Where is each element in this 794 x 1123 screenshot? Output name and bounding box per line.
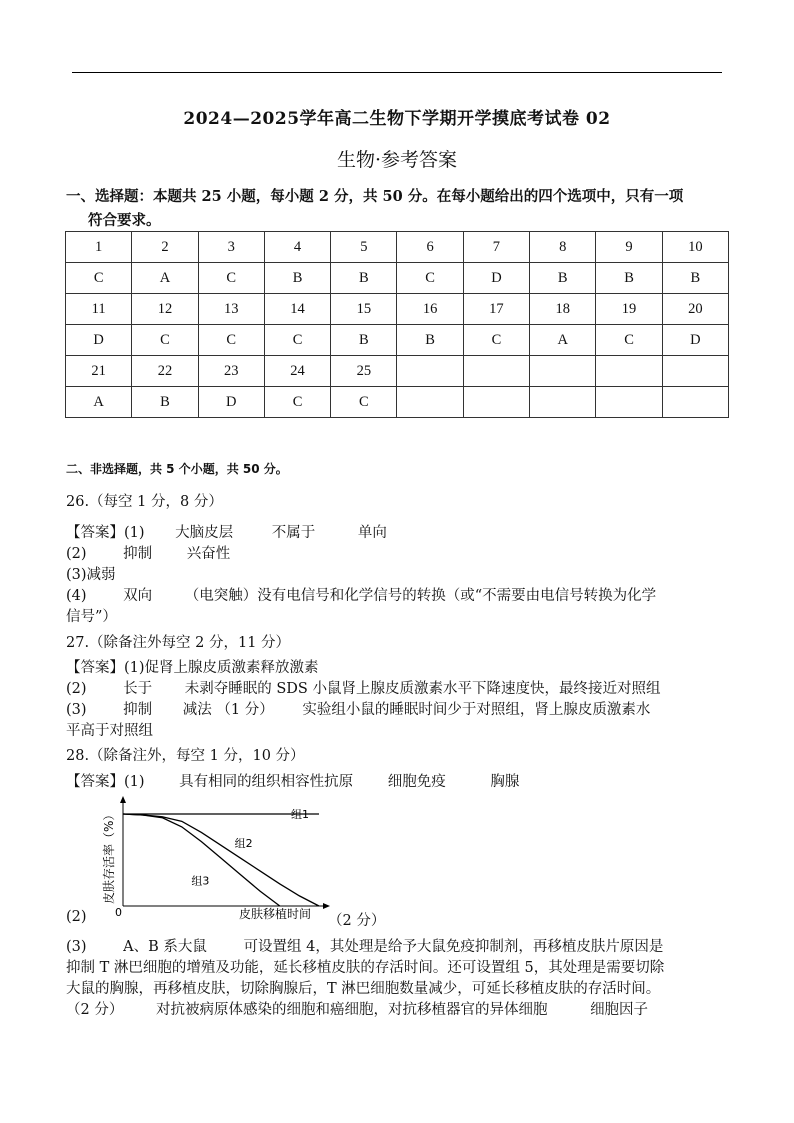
answer-table-cell bbox=[397, 387, 463, 418]
answer-table-cell: 21 bbox=[66, 356, 132, 387]
q26-line3: (3)减弱 bbox=[66, 567, 116, 583]
answer-table-cell: 16 bbox=[397, 294, 463, 325]
answer-table-cell: 11 bbox=[66, 294, 132, 325]
q28-l3-e: （2 分） bbox=[66, 1002, 124, 1018]
answer-table-cell: 2 bbox=[132, 232, 198, 263]
answer-table-cell: C bbox=[331, 387, 397, 418]
answer-table-cell: C bbox=[198, 325, 264, 356]
q27-a5: 实验组小鼠的睡眠时间少于对照组，肾上腺皮质激素水 bbox=[302, 702, 651, 718]
q28-a1: 具有相同的组织相容性抗原 bbox=[179, 774, 354, 790]
answer-table-cell: D bbox=[463, 263, 529, 294]
answer-table-cell: 17 bbox=[463, 294, 529, 325]
answer-table-cell: B bbox=[662, 263, 728, 294]
q27-header: 27.（除备注外每空 2 分，11 分） bbox=[66, 635, 291, 651]
q27-l2-num: (2) bbox=[66, 681, 87, 697]
q26-a6: 双向 bbox=[123, 588, 153, 604]
q26-answer-label: 【答案】(1) bbox=[66, 525, 145, 541]
page-subtitle: 生物·参考答案 bbox=[336, 149, 458, 171]
answer-table-cell bbox=[463, 387, 529, 418]
answer-table-cell bbox=[596, 356, 662, 387]
answer-table-cell bbox=[662, 356, 728, 387]
answer-table-cell: 20 bbox=[662, 294, 728, 325]
answer-table-row bbox=[66, 356, 729, 387]
answer-table-cell: D bbox=[662, 325, 728, 356]
answer-table-cell: A bbox=[66, 387, 132, 418]
top-rule bbox=[72, 72, 722, 73]
answer-table-cell: A bbox=[530, 325, 596, 356]
answer-table-cell: 7 bbox=[463, 232, 529, 263]
y-axis-arrow bbox=[120, 796, 126, 803]
answer-table-row bbox=[66, 263, 729, 294]
answer-table-cell: B bbox=[331, 263, 397, 294]
q28-answer-label: 【答案】(1) bbox=[66, 774, 145, 790]
answer-table-row bbox=[66, 325, 729, 356]
answer-table-cell: 4 bbox=[264, 232, 330, 263]
q28-line3 bbox=[66, 935, 663, 956]
answer-table-row bbox=[66, 294, 729, 325]
q27-a1: 长于 bbox=[123, 681, 153, 697]
q26-l2-num: (2) bbox=[66, 546, 87, 562]
answer-table-cell: 15 bbox=[331, 294, 397, 325]
answer-table-cell: 5 bbox=[331, 232, 397, 263]
answer-table-cell: 14 bbox=[264, 294, 330, 325]
answer-table-cell: A bbox=[132, 263, 198, 294]
q27-line1: 【答案】(1)促肾上腺皮质激素释放激素 bbox=[66, 660, 319, 676]
section1-line1: 一、选择题：本题共 25 小题，每小题 2 分，共 50 分。在每小题给出的四个选项中，只有一项 bbox=[66, 188, 684, 205]
q28-l3-f: 对抗被病原体感染的细胞和癌细胞，对抗移植器官的异体细胞 bbox=[155, 1002, 548, 1018]
q27-line2 bbox=[66, 677, 660, 698]
section1-line2: 符合要求。 bbox=[88, 212, 161, 229]
series-line-3 bbox=[123, 814, 280, 906]
q26-a3: 单向 bbox=[357, 525, 387, 541]
q27-a2: 未剥夺睡眠的 SDS 小鼠肾上腺皮质激素水平下降速度快，最终接近对照组 bbox=[184, 681, 661, 697]
answer-table-cell bbox=[397, 356, 463, 387]
q26-line2 bbox=[66, 542, 230, 563]
q28-line5: 大鼠的胸腺，再移植皮肤，切除胸腺后，T 淋巴细胞数量减少，可延长移植皮肤的存活时间。 bbox=[66, 981, 661, 997]
q28-line1 bbox=[66, 770, 519, 791]
answer-table-cell: C bbox=[264, 325, 330, 356]
answer-table bbox=[65, 231, 729, 418]
answer-table-cell bbox=[662, 387, 728, 418]
q28-l3-num: (3) bbox=[66, 939, 87, 955]
answer-table-cell: 13 bbox=[198, 294, 264, 325]
page-title: 2024—2025学年高二生物下学期开学摸底考试卷 02 bbox=[183, 109, 611, 129]
q28-a2: 细胞免疫 bbox=[387, 774, 446, 790]
answer-table-cell: B bbox=[132, 387, 198, 418]
q27-line3-cont: 平高于对照组 bbox=[66, 723, 153, 739]
series-label-1: 组1 bbox=[291, 808, 309, 821]
answer-table-cell bbox=[596, 387, 662, 418]
answer-table-cell: 12 bbox=[132, 294, 198, 325]
series-line-2 bbox=[123, 814, 319, 906]
q28-l3-a: A、B 系大鼠 bbox=[123, 939, 207, 955]
answer-table-cell: D bbox=[198, 387, 264, 418]
q27-a4: 减法 （1 分） bbox=[182, 702, 274, 718]
answer-table-cell: 22 bbox=[132, 356, 198, 387]
answer-table-cell: B bbox=[331, 325, 397, 356]
answer-table-cell: 8 bbox=[530, 232, 596, 263]
answer-table-cell: B bbox=[596, 263, 662, 294]
q26-a7: （电突触）没有电信号和化学信号的转换（或“不需要由电信号转换为化学 bbox=[184, 588, 657, 604]
q28-a3: 胸腺 bbox=[490, 774, 520, 790]
y-axis-label: 皮肤存活率（%） bbox=[102, 808, 116, 904]
answer-table-cell: C bbox=[596, 325, 662, 356]
q26-line4 bbox=[66, 584, 656, 605]
answer-table-cell: 24 bbox=[264, 356, 330, 387]
answer-table-cell: D bbox=[66, 325, 132, 356]
origin-label: 0 bbox=[115, 906, 122, 919]
x-axis-label: 皮肤移植时间 bbox=[239, 907, 312, 921]
section2-heading: 二、非选择题，共 5 个小题，共 50 分。 bbox=[66, 462, 288, 476]
answer-table-cell bbox=[530, 356, 596, 387]
answer-table-row bbox=[66, 232, 729, 263]
q26-line4-cont: 信号”） bbox=[66, 609, 117, 625]
q27-l3-num: (3) bbox=[66, 702, 87, 718]
answer-table-cell: 9 bbox=[596, 232, 662, 263]
answer-table-cell: 23 bbox=[198, 356, 264, 387]
answer-table-cell: B bbox=[397, 325, 463, 356]
q28-l2-num: (2) bbox=[66, 909, 87, 925]
answer-table-cell: 3 bbox=[198, 232, 264, 263]
answer-table-cell: C bbox=[198, 263, 264, 294]
q26-l4-num: (4) bbox=[66, 588, 87, 604]
answer-table-row bbox=[66, 387, 729, 418]
q26-header: 26.（每空 1 分，8 分） bbox=[66, 494, 223, 510]
q28-l3-g: 细胞因子 bbox=[590, 1002, 649, 1018]
q26-a2: 不属于 bbox=[271, 525, 316, 541]
q26-a1: 大脑皮层 bbox=[175, 525, 234, 541]
answer-table-cell: 25 bbox=[331, 356, 397, 387]
q26-line1 bbox=[66, 521, 387, 542]
answer-table-cell: B bbox=[530, 263, 596, 294]
q28-header: 28.（除备注外，每空 1 分，10 分） bbox=[66, 748, 305, 764]
answer-table-cell: 18 bbox=[530, 294, 596, 325]
answer-table-cell: 19 bbox=[596, 294, 662, 325]
q28-line4: 抑制 T 淋巴细胞的增殖及功能，延长移植皮肤的存活时间。还可设置组 5，其处理是需要切除 bbox=[66, 960, 665, 976]
answer-table-cell: C bbox=[132, 325, 198, 356]
answer-table-cell: 6 bbox=[397, 232, 463, 263]
answer-table-cell: 1 bbox=[66, 232, 132, 263]
answer-table-cell: C bbox=[66, 263, 132, 294]
q26-a5: 兴奋性 bbox=[186, 546, 231, 562]
answer-table-cell: 10 bbox=[662, 232, 728, 263]
series-label-3: 组3 bbox=[191, 874, 210, 888]
q27-a3: 抑制 bbox=[123, 702, 153, 718]
answer-table-cell: C bbox=[264, 387, 330, 418]
answer-table-cell bbox=[463, 356, 529, 387]
series-label-2: 组2 bbox=[234, 836, 253, 850]
q27-line3 bbox=[66, 698, 650, 719]
q28-l3-b: 可设置组 4，其处理是给予大鼠免疫抑制剂，再移植皮肤片原因是 bbox=[243, 939, 664, 955]
answer-table-cell: C bbox=[463, 325, 529, 356]
answer-table-cell: C bbox=[397, 263, 463, 294]
answer-table-cell: B bbox=[264, 263, 330, 294]
q26-a4: 抑制 bbox=[123, 546, 153, 562]
skin-survival-chart bbox=[95, 794, 335, 924]
answer-table-cell bbox=[530, 387, 596, 418]
q28-line6 bbox=[66, 998, 648, 1019]
q28-l2-score: （2 分） bbox=[328, 913, 386, 929]
